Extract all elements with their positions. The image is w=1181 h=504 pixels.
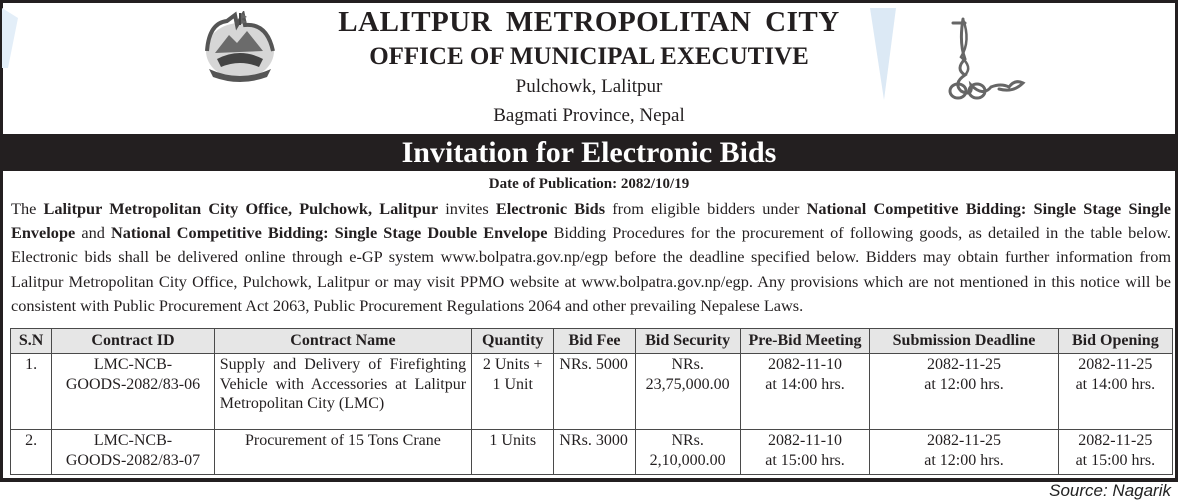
cell-sn: 1.: [11, 354, 52, 430]
paragraph-segment: invites: [438, 199, 496, 218]
bid-security-label: NRs.: [671, 432, 704, 449]
cell-bid-opening: [1058, 354, 1172, 430]
pre-bid-time: at 15:00 hrs.: [765, 451, 845, 469]
bid-security-label: NRs.: [671, 356, 704, 373]
city-title: LALITPUR METROPOLITAN CITY: [338, 6, 840, 38]
paragraph-segment-bold: National Competitive Bidding: Single Stage Single Envelope: [11, 199, 1171, 243]
bids-table: [10, 328, 1173, 475]
column-header-bid-fee: Bid Fee: [554, 329, 635, 354]
cell-submission-deadline: [870, 354, 1058, 430]
column-header-quantity: Quantity: [472, 329, 554, 354]
column-header-pre-bid-meeting: Pre-Bid Meeting: [740, 329, 870, 354]
cell-pre-bid-meeting: [740, 430, 870, 475]
paragraph-segment-bold: Lalitpur Metropolitan City Office, Pulchowk, Lalitpur: [43, 199, 439, 218]
pre-bid-date: 2082-11-10: [767, 432, 843, 449]
column-header-submission-deadline: Submission Deadline: [870, 329, 1058, 354]
cell-bid-fee: NRs. 5000: [554, 354, 635, 430]
deadline-time: at 12:00 hrs.: [924, 451, 1004, 469]
table-row: [11, 430, 1173, 475]
contract-id-part2: GOODS-2082/83-06: [65, 375, 201, 393]
cell-contract-name: Supply and Delivery of Firefighting Vehicle with Accessories at Lalitpur Metropolitan City (LMC): [214, 354, 471, 430]
paragraph-segment: Bidding Procedures for the procurement of following goods, as detailed in the table below. Electronic bids shall be delivered online through e-GP system www.bolpatra.gov.np/egp before the deadline specified below. Bidders may obtain further information from Lalitpur Metropolitan City Office, Pulchowk, Lalitpur or may visit PPMO website at www.bolpatra.gov.np/egp. Any provisions which are not mentioned in this notice will be consistent with Public Procurement Act 2063, Public Procurement Regulations 2064 and other prevailing Nepalese Laws.: [11, 223, 1171, 315]
column-header-bid-security: Bid Security: [635, 329, 740, 354]
cell-bid-fee: NRs. 3000: [554, 430, 635, 475]
cell-contract-id: [52, 430, 215, 475]
cell-contract-id: [52, 354, 215, 430]
notice-heading: Invitation for Electronic Bids: [3, 134, 1175, 171]
cell-quantity: 1 Units: [472, 430, 554, 475]
column-header-contract-name: Contract Name: [214, 329, 471, 354]
paragraph-segment-bold: Electronic Bids: [495, 199, 606, 218]
cell-sn: 2.: [11, 430, 52, 475]
cell-pre-bid-meeting: [740, 354, 870, 430]
deadline-date: 2082-11-25: [926, 356, 1002, 373]
cell-bid-opening: [1058, 430, 1172, 475]
table-row: [11, 354, 1173, 430]
paragraph-segment: and: [75, 223, 111, 243]
pre-bid-date: 2082-11-10: [767, 356, 843, 373]
cell-bid-security: [635, 354, 740, 430]
publication-date: Date of Publication: 2082/10/19: [488, 176, 690, 192]
cell-quantity: 2 Units + 1 Unit: [472, 354, 554, 430]
opening-time: at 15:00 hrs.: [1075, 451, 1156, 469]
table-header-row: [11, 329, 1173, 354]
paragraph-segment: The: [11, 199, 44, 218]
address-line-2: Bagmati Province, Nepal: [493, 105, 685, 126]
paragraph-segment-bold: National Competitive Bidding: Single Stage Double Envelope: [110, 223, 548, 243]
deadline-time: at 12:00 hrs.: [924, 375, 1004, 393]
bid-security-amount: 2,10,000.00: [649, 451, 726, 469]
opening-time: at 14:00 hrs.: [1075, 375, 1156, 393]
column-header-bid-opening: Bid Opening: [1058, 329, 1172, 354]
office-title: OFFICE OF MUNICIPAL EXECUTIVE: [369, 43, 809, 70]
contract-id-part1: LMC-NCB-: [93, 432, 173, 449]
address-line-1: Pulchowk, Lalitpur: [515, 76, 663, 97]
signature-icon: [943, 13, 1033, 105]
paragraph-segment: from eligible bidders under: [605, 199, 807, 218]
pre-bid-time: at 14:00 hrs.: [765, 375, 845, 393]
column-header-contract-id: Contract ID: [52, 329, 215, 354]
cell-submission-deadline: [870, 430, 1058, 475]
opening-date: 2082-11-25: [1078, 432, 1153, 449]
notice-paragraph: [11, 197, 1171, 318]
opening-date: 2082-11-25: [1078, 356, 1153, 373]
contract-id-part1: LMC-NCB-: [93, 356, 173, 373]
notice-header: [3, 3, 1175, 133]
column-header-sn: S.N: [11, 329, 52, 354]
deadline-date: 2082-11-25: [926, 432, 1002, 449]
cell-bid-security: [635, 430, 740, 475]
source-credit: Source: Nagarik: [1049, 481, 1171, 500]
contract-id-part2: GOODS-2082/83-07: [65, 451, 201, 469]
bid-security-amount: 23,75,000.00: [645, 375, 730, 393]
cell-contract-name: Procurement of 15 Tons Crane: [214, 430, 471, 475]
